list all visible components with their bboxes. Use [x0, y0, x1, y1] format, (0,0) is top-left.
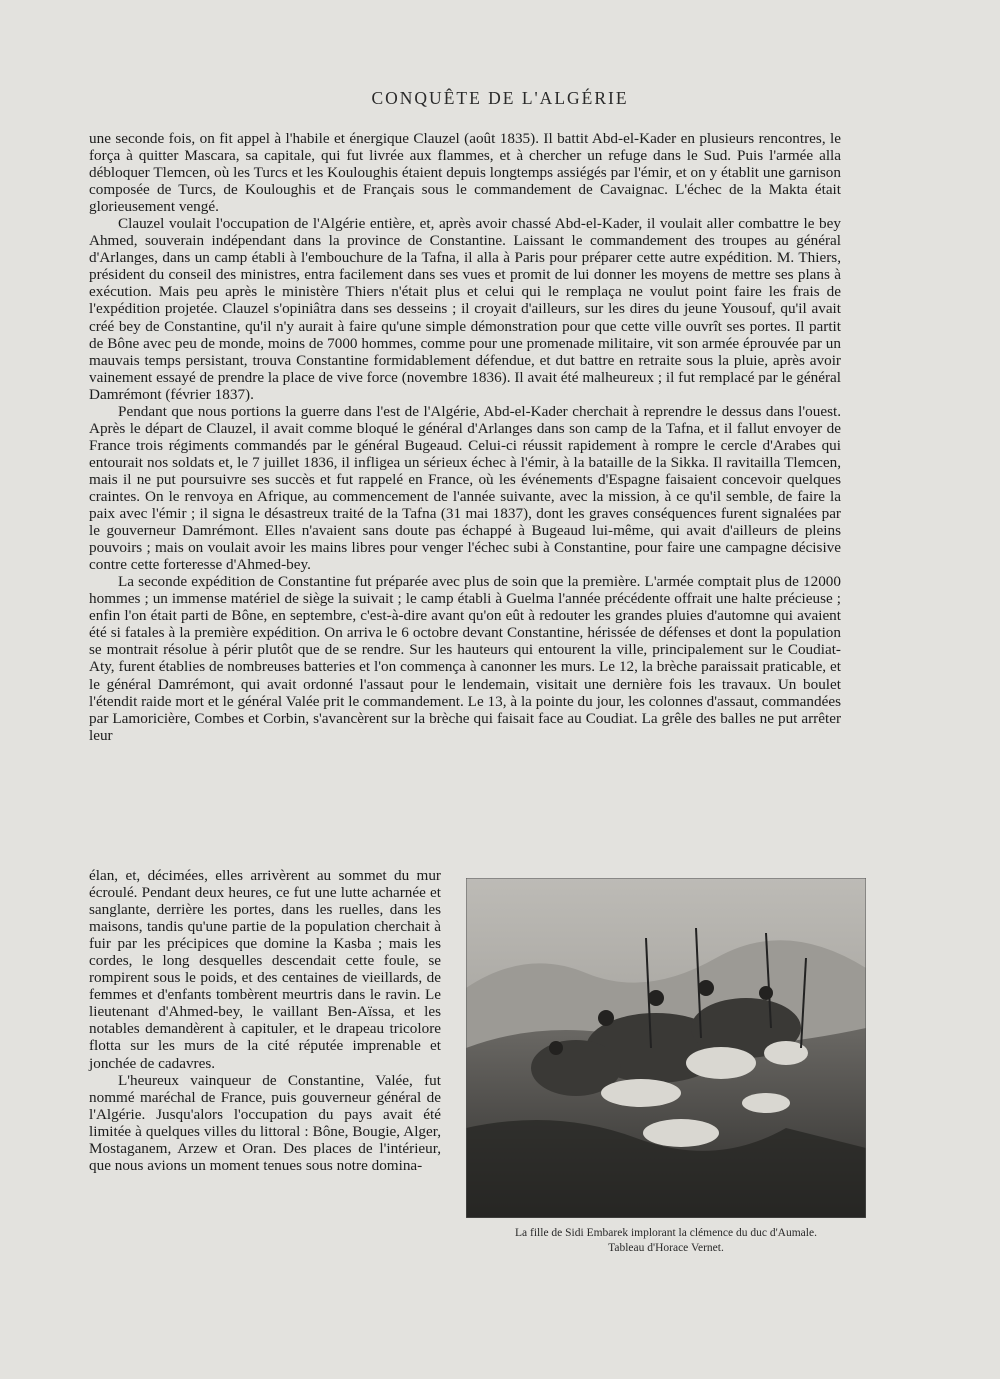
- paragraph-1: une seconde fois, on fit appel à l'habile et énergique Clauzel (août 1835). Il battit Abd-el-Kader en plusieurs rencontres, le força à quitter Mascara, sa capitale, qui fut livrée aux flammes, et à chercher un refuge dans le Sud. Puis l'armée alla débloquer Tlemcen, où les Turcs et les Kouloughis étaient depuis longtemps assiégés par l'émir, et on y établit une garnison composée de Turcs, de Kouloughis et de Français sous le commandement de Cavaignac. L'échec de la Makta était glorieusement vengé.: [89, 130, 841, 216]
- paragraph-4-continued: élan, et, décimées, elles arrivèrent au sommet du mur écroulé. Pendant deux heures, ce fut une lutte acharnée et sanglante, derrière les portes, dans les ruelles, dans les maisons, tandis qu'une partie de la population cherchait à fuir par les précipices que domine la Kasba ; mais les cordes, le long desquelles descendait cette foule, se rompirent sous le poids, et des centaines de vieillards, de femmes et d'enfants tombèrent meurtris dans le ravin. Le lieutenant d'Ahmed-bey, le vaillant Ben-Aïssa, et les notables demandèrent à capituler, et le drapeau tricolore flotta sur les murs de la cité réputée imprenable et jonchée de cadavres.: [89, 867, 441, 1072]
- paragraph-3: Pendant que nous portions la guerre dans l'est de l'Algérie, Abd-el-Kader cherchait à reprendre le dessus dans l'ouest. Après le départ de Clauzel, il avait comme bloqué le général d'Arlanges dans son camp de la Tafna, et il fallut envoyer de France trois régiments commandés par le général Bugeaud. Celui-ci réussit rapidement à rompre le cercle d'Arabes qui entourait nos soldats et, le 7 juillet 1836, il infligea un sérieux échec à l'émir, à la bataille de la Sikka. Il ravitailla Tlemcen, mais il ne put poursuivre ses succès et fut rappelé en France, où les événements d'Espagne faisaient concevoir quelques craintes. On le renvoya en Afrique, au commencement de l'année suivante, avec la mission, à ce qu'il semble, de faire la paix avec l'émir ; il signa le désastreux traité de la Tafna (31 mai 1837), dont les graves conséquences furent signalées par le gouverneur Damrémont. Elles n'avaient sans doute pas échappé à Bugeaud lui-même, qui avait d'ailleurs de pleins pouvoirs ; mais on voulait avoir les mains libres pour venger l'échec subi à Constantine, pour faire une campagne décisive contre cette forteresse d'Ahmed-bey.: [89, 402, 841, 574]
- paragraph-5: L'heureux vainqueur de Constantine, Valée, fut nommé maréchal de France, puis gouverneur général de l'Algérie. Jusqu'alors l'occupation du pays avait été limitée à quelques villes du littoral : Bône, Bougie, Alger, Mostaganem, Arzew et Oran. Des places de l'intérieur, que nous avions un moment tenues sous notre domina-: [89, 1071, 441, 1174]
- figure-caption: [466, 1226, 866, 1256]
- battle-painting-illustration: [466, 878, 866, 1218]
- paragraph-4: La seconde expédition de Constantine fut préparée avec plus de soin que la première. L'armée comptait plus de 12000 hommes ; un immense matériel de siège la suivait ; le camp établi à Guelma l'année précédente offrait une halte précieuse ; enfin l'on était parti de Bône, en septembre, c'est-à-dire avant qu'on eût à redouter les grandes pluies d'automne qui avaient été si fatales à la première expédition. On arriva le 6 octobre devant Constantine, hérissée de défenses et dont la population se montrait résolue à périr plutôt que de se rendre. Sur les hauteurs qui entourent la ville, principalement sur le Coudiat-Aty, furent établies de nombreuses batteries et l'on commença à canonner les murs. Le 12, la brèche paraissait praticable, et le général Damrémont, qui avait ordonné l'assaut pour le lendemain, visitait une dernière fois les travaux. Un boulet l'étendit raide mort et le général Valée prit le commandement. Le 13, à la pointe du jour, les colonnes d'assaut, commandées par Lamoricière, Combes et Corbin, s'avancèrent sur la brèche qui faisait face au Coudiat. La grêle des balles ne put arrêter leur: [89, 573, 841, 744]
- caption-line-1: La fille de Sidi Embarek implorant la clémence du duc d'Aumale.: [515, 1227, 817, 1239]
- painting-image: [466, 878, 866, 1218]
- running-header: CONQUÊTE DE L'ALGÉRIE: [371, 88, 629, 108]
- body-text-left-column: [89, 867, 441, 1174]
- caption-line-2: Tableau d'Horace Vernet.: [608, 1242, 724, 1254]
- body-text-full-width: [89, 130, 841, 744]
- paragraph-2: Clauzel voulait l'occupation de l'Algérie entière, et, après avoir chassé Abd-el-Kader, il voulait aller combattre le bey Ahmed, souverain indépendant dans la province de Constantine. Laissant le commandement des troupes au général d'Arlanges, dans un camp établi à l'embouchure de la Tafna, il alla à Paris pour préparer cette autre expédition. M. Thiers, président du conseil des ministres, entra facilement dans ses vues et promit de lui donner les moyens de mettre ses plans à exécution. Mais peu après le ministère Thiers n'était plus et celui qui le remplaça ne voulut point faire les frais de l'expédition projetée. Clauzel s'opiniâtra dans ses desseins ; il croyait d'ailleurs, sur les dires du jeune Yousouf, qu'il avait créé bey de Constantine, qu'il n'y aurait à faire qu'une simple démonstration pour que cette ville ouvrît ses portes. Il partit de Bône avec peu de monde, moins de 7000 hommes, comme pour une promenade militaire, vit son armée éprouvée par un mauvais temps persistant, trouva Constantine formidablement défendue, et dut battre en retraite sous la pluie, après avoir vainement essayé de prendre la place de vive force (novembre 1836). Il avait été malheureux ; il fut remplacé par le général Damrémont (février 1837).: [89, 215, 841, 403]
